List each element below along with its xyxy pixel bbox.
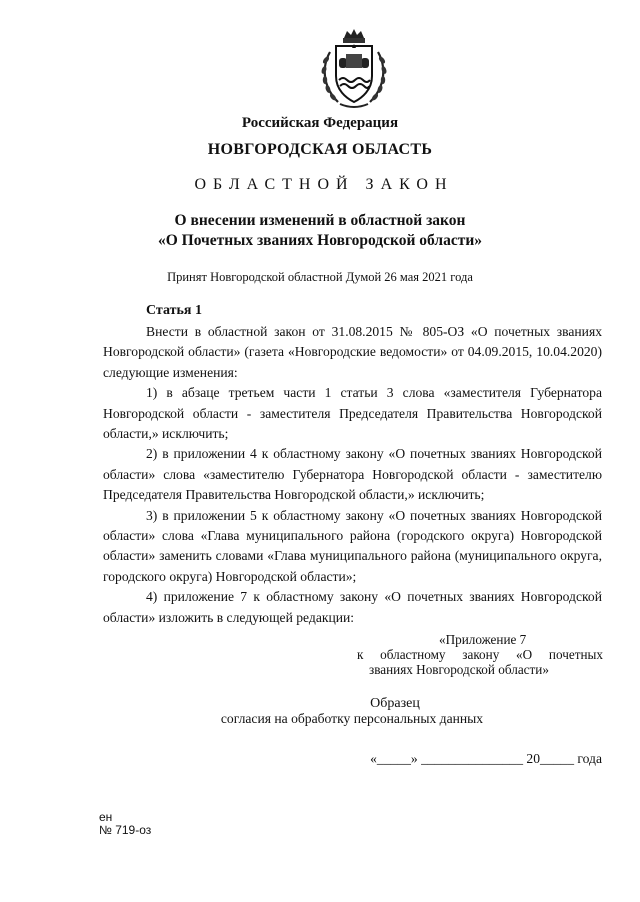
appendix-line-3: званиях Новгородской области» bbox=[369, 662, 549, 677]
article-body bbox=[103, 322, 602, 628]
law-title-line-2: «О Почетных званиях Новгородской области» bbox=[157, 232, 483, 249]
article-paragraph: Внести в областной закон от 31.08.2015 № 805-ОЗ «О почетных званиях Новгородской области» (газета «Новгородские ведомости» от 04.09.2015, 10.04.2020) следующие изменения: bbox=[103, 324, 602, 380]
sample-title: Образец bbox=[370, 696, 420, 711]
article-paragraph: 2) в приложении 4 к областному закону «О почетных званиях Новгородской области» слова «заместителю Губернатора Новгородской области - заместителю Председателя Правительства Новгородской области,» исключить; bbox=[103, 446, 602, 503]
article-paragraph: 3) в приложении 5 к областному закону «О почетных званиях Новгородской области» слова «Глава муниципального района (городского округа) Новгородской области» заменить словами «Глава муниципального района (муниципального округа, городского округа) Новгородской области»; bbox=[103, 507, 602, 584]
sample-subtitle: согласия на обработку персональных данных bbox=[220, 711, 484, 726]
footer-law-number: № 719-оз bbox=[99, 823, 152, 837]
adoption-note: Принят Новгородской областной Думой 26 мая 2021 года bbox=[167, 270, 473, 284]
law-title-line-1: О внесении изменений в областной закон bbox=[174, 212, 466, 229]
appendix-reference bbox=[357, 632, 603, 677]
article-paragraph: 4) приложение 7 к областному закону «О почетных званиях Новгородской области» изложить в следующей редакции: bbox=[103, 589, 602, 625]
article-heading: Статья 1 bbox=[146, 303, 202, 318]
region-heading: НОВГОРОДСКАЯ ОБЛАСТЬ bbox=[207, 141, 433, 158]
appendix-line-2: к областному закону «О почетных bbox=[357, 647, 603, 662]
country-heading: Российская Федерация bbox=[241, 115, 399, 131]
footer-initials: ен bbox=[99, 810, 113, 824]
coat-of-arms-emblem bbox=[316, 28, 392, 112]
article-paragraph: 1) в абзаце третьем части 1 статьи 3 слова «заместителя Губернатора Новгородской области - заместителя Председателя Правительства Новгородской области,» исключить; bbox=[103, 385, 602, 442]
document-type-heading: ОБЛАСТНОЙ ЗАКОН bbox=[194, 176, 454, 193]
date-fill-line: «_____» _______________ 20_____ года bbox=[370, 751, 602, 766]
appendix-line-1: «Приложение 7 bbox=[439, 632, 527, 647]
